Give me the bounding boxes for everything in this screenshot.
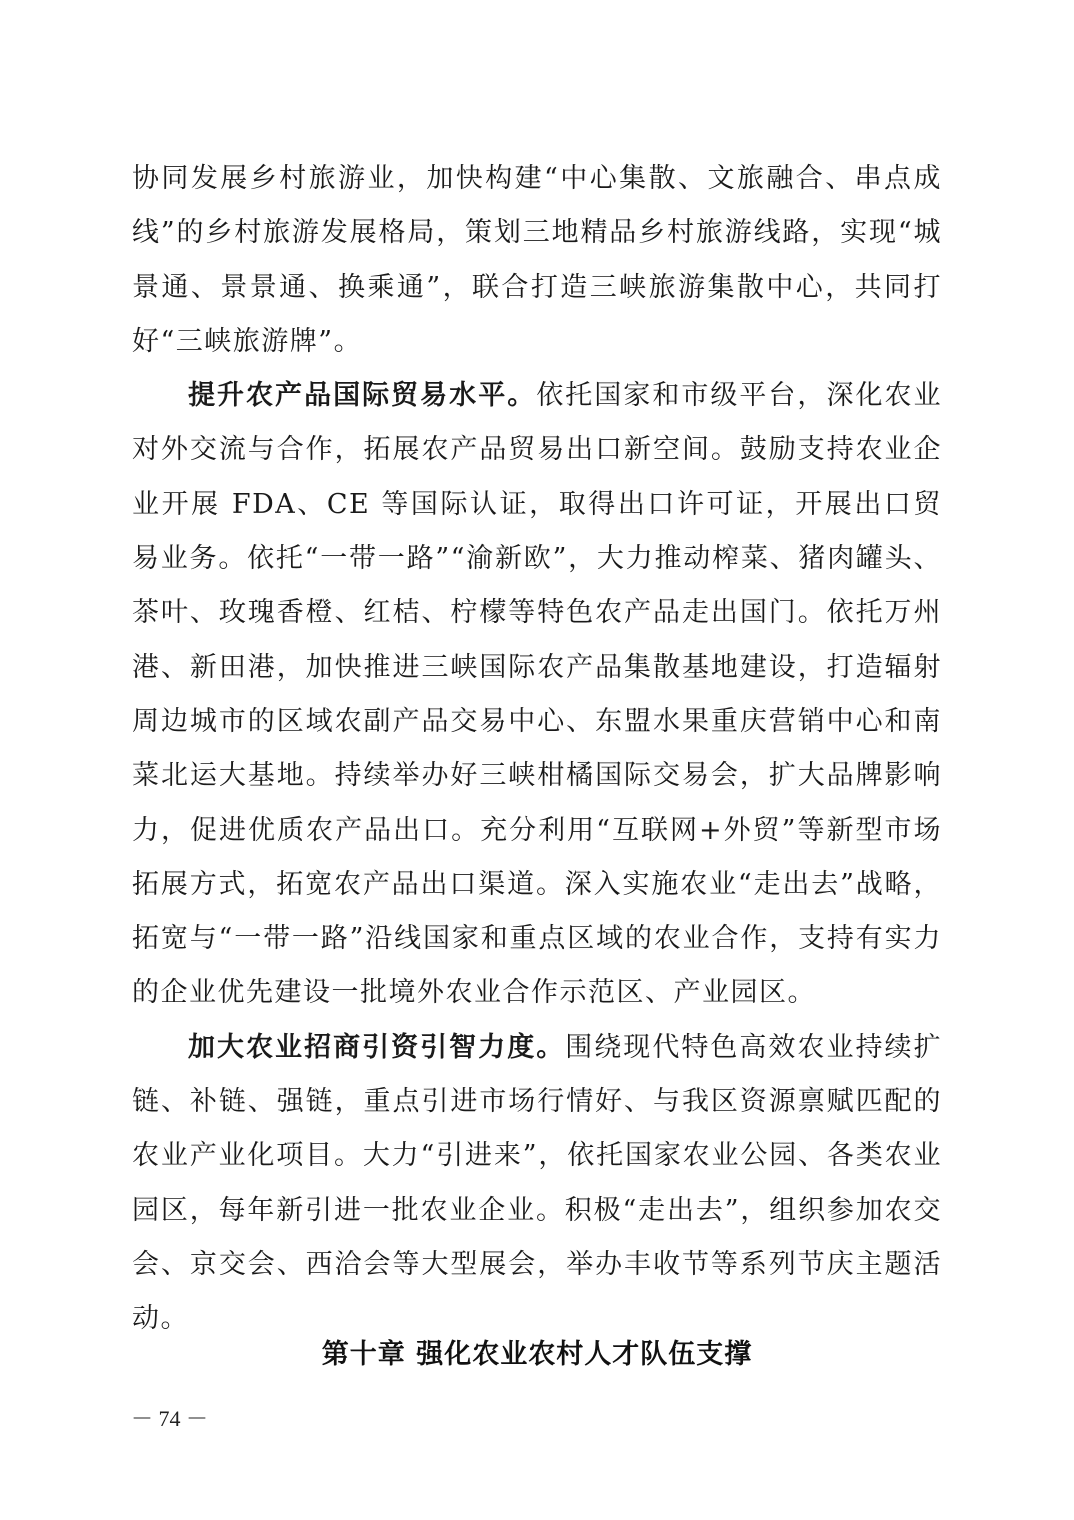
paragraph-text: 协同发展乡村旅游业，加快构建“中心集散、文旅融合、串点成线”的乡村旅游发展格局，策划三地精品乡村旅游线路，实现“城景通、景景通、换乘通”，联合打造三峡旅游集散中心，共同打好“三峡旅游牌”。 [132, 163, 942, 357]
page-number: － 74 － [131, 1406, 209, 1431]
document-body [132, 152, 942, 1347]
chapter-title: 第十章 强化农业农村人才队伍支撑 [321, 1339, 753, 1370]
paragraph-heading: 加大农业招商引资引智力度。 [188, 1031, 566, 1063]
paragraph-agri-trade [132, 369, 942, 1021]
paragraph-heading: 提升农产品国际贸易水平。 [188, 380, 537, 412]
paragraph-text: 依托国家和市级平台，深化农业对外交流与合作，拓展农产品贸易出口新空间。鼓励支持农业企业开展 FDA、CE 等国际认证，取得出口许可证，开展出口贸易业务。依托“一带一路”“渝新欧”，大力推动榨菜、猪肉罐头、茶叶、玫瑰香橙、红桔、柠檬等特色农产品走出国门。依托万州港、新田港，加快推进三峡国际农产品集散基地建设，打造辐射周边城市的区域农副产品交易中心、东盟水果重庆营销中心和南菜北运大基地。持续举办好三峡柑橘国际交易会，扩大品牌影响力，促进优质农产品出口。充分利用“互联网+外贸”等新型市场拓展方式，拓宽农产品出口渠道。深入实施农业“走出去”战略，拓宽与“一带一路”沿线国家和重点区域的农业合作，支持有实力的企业优先建设一批境外农业合作示范区、产业园区。 [132, 380, 943, 1009]
paragraph-text: 围绕现代特色高效农业持续扩链、补链、强链，重点引进市场行情好、与我区资源禀赋匹配的农业产业化项目。大力“引进来”，依托国家农业公园、各类农业园区，每年新引进一批农业企业。积极“走出去”，组织参加农交会、京交会、西洽会等大型展会，举办丰收节等系列节庆主题活动。 [132, 1031, 943, 1335]
paragraph-rural-tourism [132, 152, 942, 369]
paragraph-investment [132, 1021, 942, 1347]
